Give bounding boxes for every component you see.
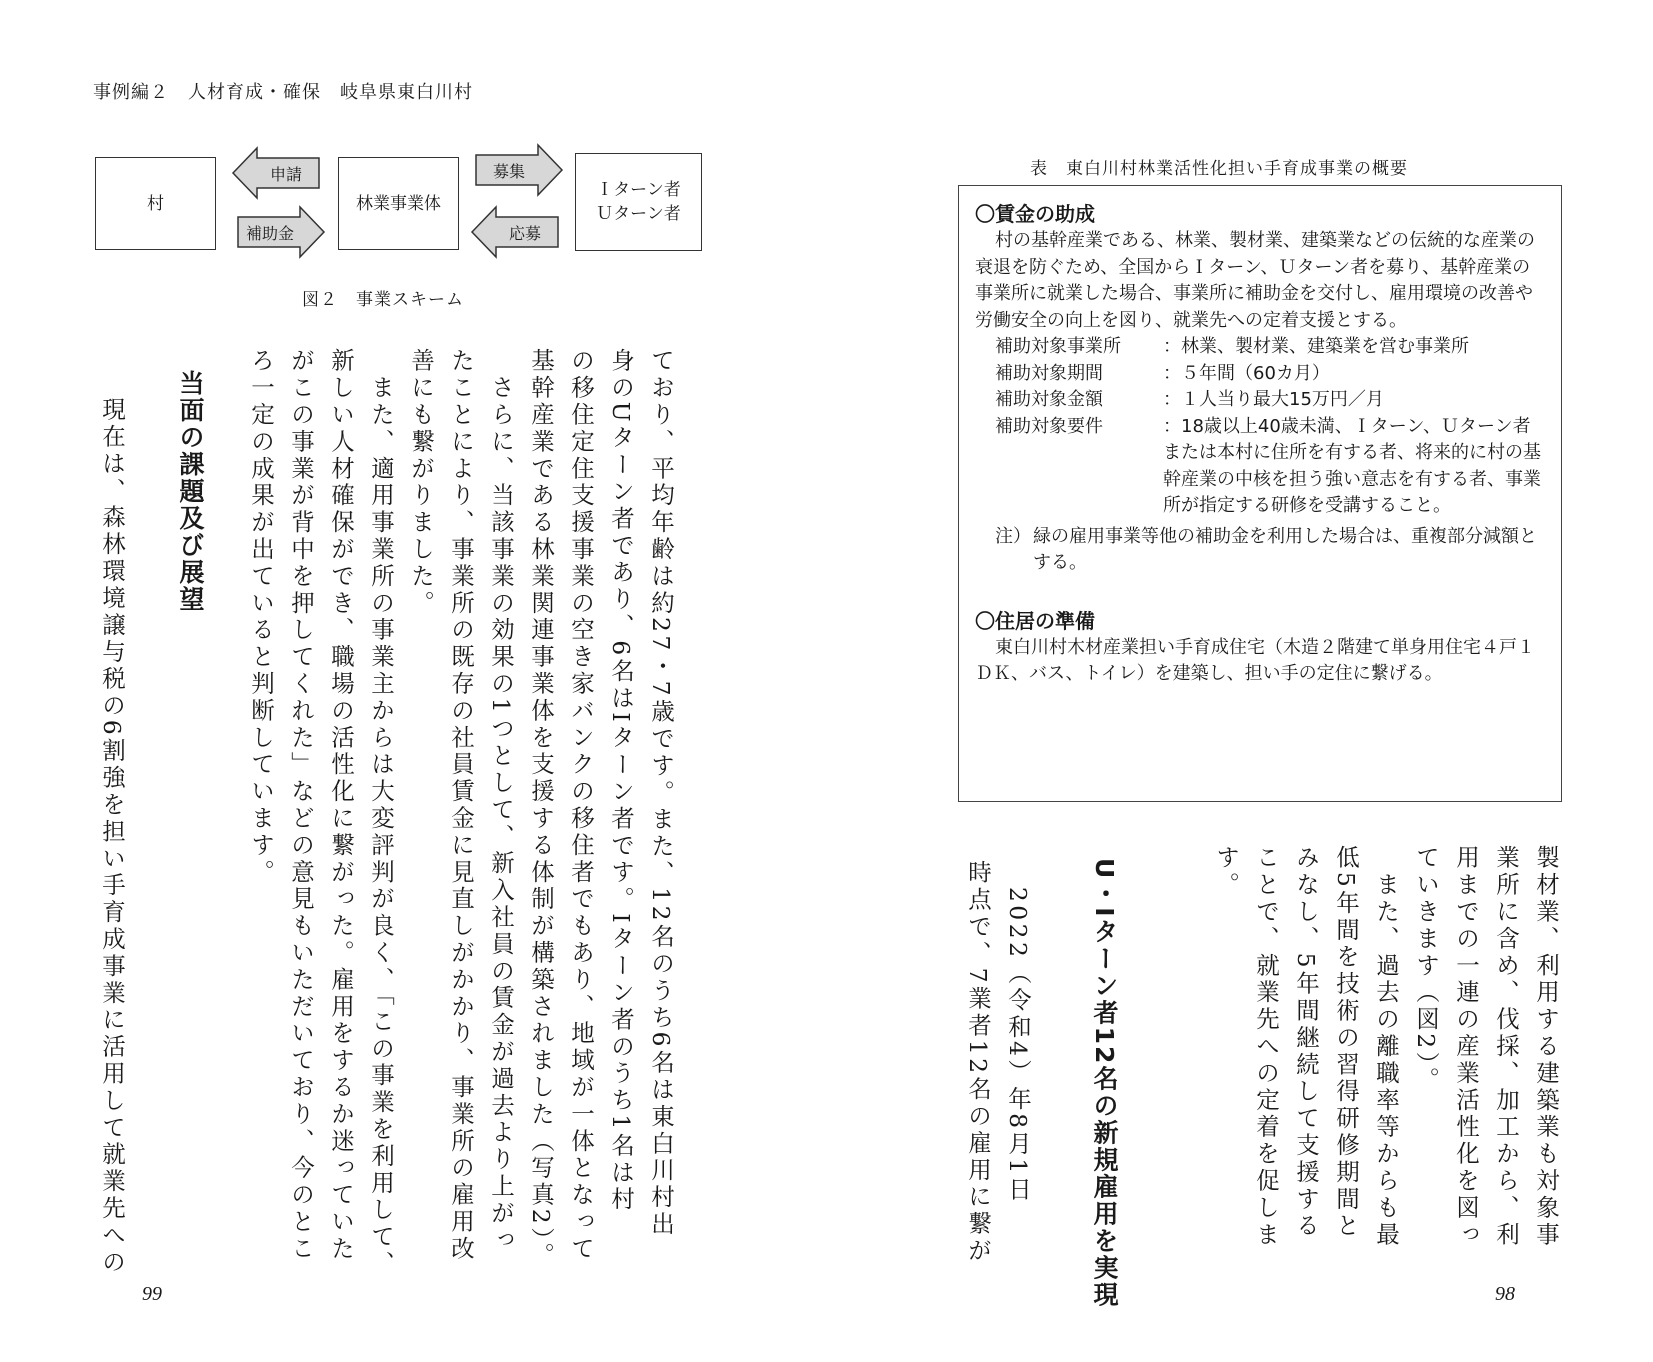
figure-box-village-label: 村 bbox=[147, 193, 164, 214]
paragraph-line: 製材業、利用する建築業も対象事 bbox=[1532, 845, 1560, 1249]
paragraph-line: さらに、当該事業の効果の1つとして、新入社員の賃金が過去より上がっ bbox=[487, 348, 515, 1255]
paragraph-line: たことにより、事業所の既存の社員賃金に見直しがかかり、事業所の雇用改 bbox=[447, 348, 475, 1263]
arrow-label-applicant: 応募 bbox=[508, 223, 541, 243]
paragraph-line: 基幹産業である林業関連事業体を支援する体制が構築されました（写真2）。 bbox=[527, 348, 555, 1270]
paragraph-line: ていきます（図2）。 bbox=[1412, 845, 1440, 1094]
row-value: ：18歳以上40歳未満、Ｉターン、Ｕターン者または本村に住所を有する者、将来的に村の基幹産業の中核を担う強い意志を有する者、事業所が指定する研修を受講すること。 bbox=[1163, 415, 1541, 516]
paragraph-line: 低5年間を技術の習得研修期間と bbox=[1332, 845, 1360, 1240]
section-heading: 当面の課題及び展望 bbox=[176, 370, 205, 613]
arrow-label-recruit: 募集 bbox=[492, 161, 525, 181]
wage-section-body: 村の基幹産業である、林業、製材業、建築業などの伝統的な産業の衰退を防ぐため、全国からＩターン、Ｕターン者を募り、基幹産業の事業所に就業した場合、事業所に補助金を交付し、雇用環境の改善や労働安全の向上を図り、就業先への定着支援とする。 bbox=[975, 230, 1535, 331]
figure-box-company-label: 林業事業体 bbox=[356, 193, 441, 214]
right-body-text bbox=[1206, 845, 1566, 1249]
row-value: ：林業、製材業、建築業を営む事業所 bbox=[1163, 336, 1469, 357]
paragraph-line: ことで、就業先への定着を促しま bbox=[1252, 845, 1280, 1249]
left-body-text bbox=[241, 348, 681, 1278]
note-text: 緑の雇用事業等他の補助金を利用した場合は、重複部分減額とする。 bbox=[1033, 525, 1537, 573]
section-heading bbox=[1082, 858, 1126, 1309]
page-number-right: 98 bbox=[1495, 1283, 1515, 1305]
left-body-after-heading bbox=[92, 370, 132, 1277]
row-label: 補助対象期間 bbox=[995, 362, 1103, 384]
page-number-left: 99 bbox=[142, 1283, 162, 1305]
paragraph-line: 時点で、7業者12名の雇用に繋が bbox=[964, 860, 992, 1265]
table-row bbox=[995, 387, 1547, 414]
row-label: 補助対象金額 bbox=[995, 389, 1103, 410]
right-body-after-heading bbox=[958, 860, 1038, 1265]
note-label: 注） bbox=[995, 525, 1031, 547]
housing-section-body: 東白川村木材産業担い手育成住宅（木造２階建て単身用住宅４戸１ＤＫ、バス、トイレ）を建築し、担い手の定住に繋げる。 bbox=[975, 636, 1535, 684]
running-header: 事例編２ 人材育成・確保 岐阜県東白川村 bbox=[93, 82, 473, 103]
summary-table bbox=[958, 185, 1562, 802]
paragraph-line: 2022（令和4）年8月1日 bbox=[1004, 860, 1032, 1204]
paragraph-line: ており、平均年齢は約27・7歳です。また、12名のうち6名は東白川村出 bbox=[647, 348, 675, 1239]
table-note bbox=[995, 524, 1547, 577]
paragraph-line: 用までの一連の産業活性化を図っ bbox=[1452, 845, 1480, 1249]
table-title: 表 東白川村林業活性化担い手育成事業の概要 bbox=[1030, 159, 1408, 179]
housing-section-title: 〇住居の準備 bbox=[975, 608, 1095, 633]
row-value: ：１人当り最大15万円／月 bbox=[1163, 389, 1384, 410]
paragraph-line: 現在は、森林環境譲与税の6割強を担い手育成事業に活用して就業先への bbox=[98, 370, 126, 1277]
table-row bbox=[995, 414, 1547, 520]
table-row bbox=[995, 334, 1547, 361]
paragraph-line: す。 bbox=[1212, 845, 1240, 899]
row-label: 補助対象事業所 bbox=[995, 336, 1121, 357]
figure-box-iturn-label: Ｉターン者 bbox=[596, 180, 681, 200]
paragraph-line: 業所に含め、伐採、加工から、利 bbox=[1492, 845, 1520, 1249]
paragraph-line: また、適用事業所の事業主からは大変評判が良く、「この事業を利用して、 bbox=[367, 348, 395, 1278]
figure-box-turn bbox=[575, 153, 702, 251]
paragraph-line: がこの事業が背中を押してくれた」などの意見もいただいており、今のとこ bbox=[287, 348, 315, 1263]
paragraph-line: ろ一定の成果が出ていると判断しています。 bbox=[247, 348, 275, 886]
table-row bbox=[995, 361, 1547, 388]
paragraph-line: 身のUターン者であり、6名はIターン者です。Iターン者のうち1名は村 bbox=[607, 348, 635, 1214]
paragraph-line: 善にも繋がりました。 bbox=[407, 348, 435, 617]
wage-section-title: 〇賃金の助成 bbox=[975, 202, 1095, 226]
figure-box-uturn-label: Ｕターン者 bbox=[596, 204, 681, 224]
section-heading-text: U・Iターン者12名の新規雇用を実現 bbox=[1090, 858, 1119, 1309]
figure-box-village bbox=[95, 157, 216, 250]
paragraph-line: また、過去の離職率等からも最 bbox=[1372, 845, 1400, 1249]
figure-box-company bbox=[338, 157, 459, 250]
row-value: ：５年間（60カ月） bbox=[1163, 362, 1330, 384]
paragraph-line: 新しい人材確保ができ、職場の活性化に繋がった。雇用をするか迷っていた bbox=[327, 348, 355, 1263]
paragraph-line: の移住定住支援事業の空き家バンクの移住者でもあり、地域が一体となって bbox=[567, 348, 595, 1263]
row-label: 補助対象要件 bbox=[995, 415, 1103, 437]
arrow-label-apply: 申請 bbox=[269, 164, 302, 184]
figure-caption: 図２ 事業スキーム bbox=[302, 290, 464, 310]
arrow-label-subsidy: 補助金 bbox=[245, 223, 294, 243]
paragraph-line: みなし、5年間継続して支援する bbox=[1292, 845, 1320, 1240]
